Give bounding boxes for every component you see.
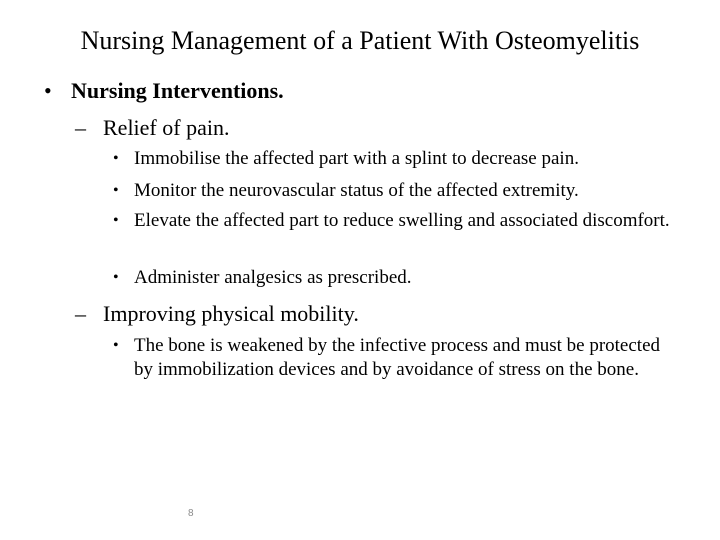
sub-bullet-text: Improving physical mobility. bbox=[103, 301, 359, 326]
slide-title: Nursing Management of a Patient With Osteomyelitis bbox=[80, 26, 640, 55]
point-text: Elevate the affected part to reduce swelling and associated discomfort. bbox=[134, 210, 670, 231]
dash-icon: – bbox=[75, 115, 86, 140]
point-text: The bone is weakened by the infective process and must be protected by immobilization devices and by avoidance of stress on the bone. bbox=[134, 335, 661, 380]
page-number: 8 bbox=[188, 508, 194, 519]
main-bullet-text: Nursing Interventions. bbox=[71, 78, 284, 103]
main-bullet-nursing-interventions bbox=[44, 77, 284, 105]
mobility-point-bone-weakened bbox=[113, 334, 673, 382]
pain-point-immobilise bbox=[113, 147, 673, 171]
bullet-icon: • bbox=[113, 269, 119, 286]
pain-point-monitor bbox=[113, 179, 673, 203]
bullet-icon: • bbox=[113, 337, 119, 354]
point-text: Immobilise the affected part with a splint to decrease pain. bbox=[134, 148, 579, 169]
dash-icon: – bbox=[75, 301, 86, 326]
bullet-icon: • bbox=[113, 212, 119, 229]
sub-bullet-improving-mobility bbox=[75, 300, 359, 328]
sub-bullet-text: Relief of pain. bbox=[103, 115, 230, 140]
bullet-icon: • bbox=[113, 182, 119, 199]
pain-point-analgesics bbox=[113, 266, 673, 290]
bullet-icon: • bbox=[44, 78, 52, 103]
point-text: Monitor the neurovascular status of the affected extremity. bbox=[134, 180, 579, 201]
bullet-icon: • bbox=[113, 150, 119, 167]
pain-point-elevate bbox=[113, 209, 673, 233]
point-text: Administer analgesics as prescribed. bbox=[134, 267, 412, 288]
sub-bullet-relief-of-pain bbox=[75, 114, 229, 142]
